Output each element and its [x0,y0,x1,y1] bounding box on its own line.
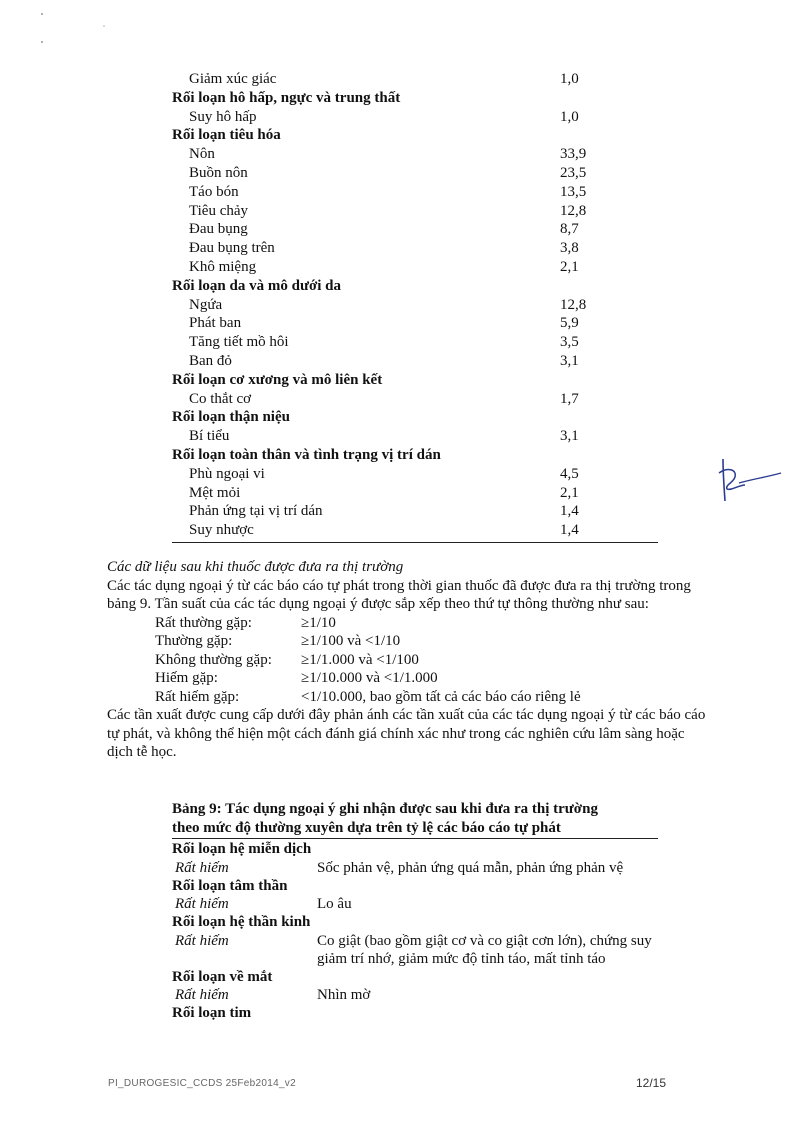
table-row [172,70,658,89]
frequency-label: Hiếm gặp: [155,670,218,686]
handwritten-initials [715,455,785,515]
table-row [172,108,658,127]
table-row [172,465,658,484]
table-row [172,296,658,315]
table-9-section-title: Rối loạn tâm thần [172,877,288,894]
row-term: Buồn nôn [189,164,248,181]
table-section-row [172,446,658,465]
row-term: Phản ứng tại vị trí dán [189,503,323,520]
row-value [560,408,658,427]
postmarketing-section [107,558,707,762]
row-term: Ngứa [189,296,223,313]
section-title: Rối loạn toàn thân và tình trạng vị trí dán [172,446,441,463]
row-value: 3,8 [560,240,579,257]
table-9-caption-line1: Bảng 9: Tác dụng ngoại ý ghi nhận được sau khi đưa ra thị trường [172,801,598,817]
row-value: 33,9 [560,146,587,163]
frequency-item [107,614,707,633]
table-9-entry [172,986,658,1004]
row-value [560,277,658,296]
postmarketing-closing: Các tần xuất được cung cấp dưới đây phản ánh các tần xuất của các tác dụng ngoại ý từ các báo cáo tự phát, và không thể hiện một cách đánh giá chính xác như trong các nghiên cứu lâm sàng hoặc dịch tễ học. [107,707,706,760]
table-row [172,314,658,333]
frequency-item [107,669,707,688]
table-9-entry [172,932,658,968]
section-title: Rối loạn thận niệu [172,409,290,426]
row-term: Phù ngoại vi [189,465,265,482]
row-value: 4,5 [560,465,579,482]
row-value: 1,0 [560,108,579,125]
row-value [560,126,658,145]
footer-page-number: 12/15 [636,1076,667,1090]
frequency-label: Rất hiếm gặp: [155,688,240,705]
frequency-range: ≥1/1.000 và <1/100 [301,651,419,668]
table-section-row [172,371,658,390]
table-9-frequency: Rất hiếm [175,859,229,876]
row-term: Bí tiểu [189,428,230,445]
section-title: Rối loạn hô hấp, ngực và trung thất [172,89,401,106]
row-value: 1,7 [560,390,579,407]
table-row [172,521,658,540]
table-9-section-title: Rối loạn về mắt [172,968,273,985]
frequency-label: Rất thường gặp: [155,614,252,631]
table-row [172,258,658,277]
frequency-list [107,614,707,707]
row-term: Đau bụng [189,221,248,238]
section-title: Rối loạn cơ xương và mô liên kết [172,371,383,388]
row-term: Suy nhược [189,522,254,539]
row-term: Suy hô hấp [189,108,257,125]
table-section-row [172,408,658,427]
table-9-body [172,840,658,1023]
row-term: Tiêu chảy [189,202,249,219]
row-term: Ban đỏ [189,352,232,369]
frequency-label: Thường gặp: [155,633,233,649]
table-row [172,390,658,409]
postmarketing-intro: Các tác dụng ngoại ý từ các báo cáo tự phát trong thời gian thuốc đã được đưa ra thị trường trong bảng 9. Tần suất của các tác dụng ngoại ý được sắp xếp theo thứ tự thông thường như sau: [107,577,691,612]
row-term: Giảm xúc giác [189,71,277,87]
section-title: Rối loạn da và mô dưới da [172,277,342,294]
table-bottom-rule [172,542,658,543]
table-9-description: Lo âu [317,896,352,912]
frequency-label: Không thường gặp: [155,651,272,668]
row-value: 2,1 [560,258,579,275]
table-9-frequency: Rất hiếm [175,896,229,912]
table-9-section-title: Rối loạn hệ miễn dịch [172,841,312,857]
table-9 [172,800,658,1023]
postmarketing-heading: Các dữ liệu sau khi thuốc được đưa ra thị trường [107,559,404,575]
table-section-row [172,89,658,108]
scan-marks [36,8,116,48]
row-value: 12,8 [560,202,587,219]
table-row [172,145,658,164]
table-row [172,484,658,503]
footer-doc-id: PI_DUROGESIC_CCDS 25Feb2014_v2 [108,1078,296,1089]
frequency-item [107,651,707,670]
row-term: Co thắt cơ [189,390,252,407]
frequency-range: ≥1/10 [301,614,336,631]
section-title: Rối loạn tiêu hóa [172,127,281,144]
row-value: 1,4 [560,503,579,520]
table-9-section-title: Rối loạn hệ thần kinh [172,914,311,930]
table-9-frequency: Rất hiếm [175,987,229,1003]
row-value [560,89,658,108]
table-section-row [172,277,658,296]
row-value [560,371,658,390]
row-value: 1,0 [560,71,579,87]
table-row [172,164,658,183]
row-value: 23,5 [560,164,587,181]
adverse-reactions-table [172,70,658,543]
row-value: 1,4 [560,522,579,539]
row-value: 3,1 [560,352,579,369]
row-term: Táo bón [189,183,239,200]
table-row [172,502,658,521]
row-value: 13,5 [560,183,587,200]
row-term: Nôn [189,146,215,163]
table-row [172,352,658,371]
table-9-entry [172,895,658,913]
row-term: Mệt mỏi [189,484,241,501]
table-9-section-title: Rối loạn tim [172,1005,252,1021]
table-section-row [172,126,658,145]
frequency-item [107,688,707,707]
table-9-description: Sốc phản vệ, phản ứng quá mẫn, phản ứng phản vệ [317,859,624,876]
row-value: 2,1 [560,484,579,501]
table-9-frequency: Rất hiếm [175,932,229,949]
row-value: 3,5 [560,334,579,351]
table-9-caption-line2: theo mức độ thường xuyên dựa trên tỷ lệ các báo cáo tự phát [172,819,561,836]
table-row [172,220,658,239]
table-row [172,427,658,446]
table-9-entry [172,859,658,877]
table-9-description: Nhìn mờ [317,987,371,1003]
row-term: Khô miệng [189,258,257,275]
row-term: Đau bụng trên [189,240,275,257]
frequency-range: ≥1/10.000 và <1/1.000 [301,670,438,686]
row-term: Phát ban [189,315,242,332]
table-row [172,183,658,202]
table-row [172,239,658,258]
row-value: 3,1 [560,428,579,445]
table-9-description: Co giật (bao gồm giật cơ và co giật cơn lớn), chứng suy giảm trí nhớ, giảm mức độ tỉnh táo, mất tỉnh táo [317,932,652,967]
table-row [172,202,658,221]
row-value [560,446,658,465]
row-value: 5,9 [560,315,579,332]
table-9-rule [172,838,658,839]
row-value: 8,7 [560,221,579,238]
row-term: Tăng tiết mồ hôi [189,334,289,351]
table-row [172,333,658,352]
row-value: 12,8 [560,296,587,313]
frequency-range: <1/10.000, bao gồm tất cả các báo cáo riêng lẻ [301,688,581,705]
frequency-item [107,632,707,651]
frequency-range: ≥1/100 và <1/10 [301,633,401,649]
